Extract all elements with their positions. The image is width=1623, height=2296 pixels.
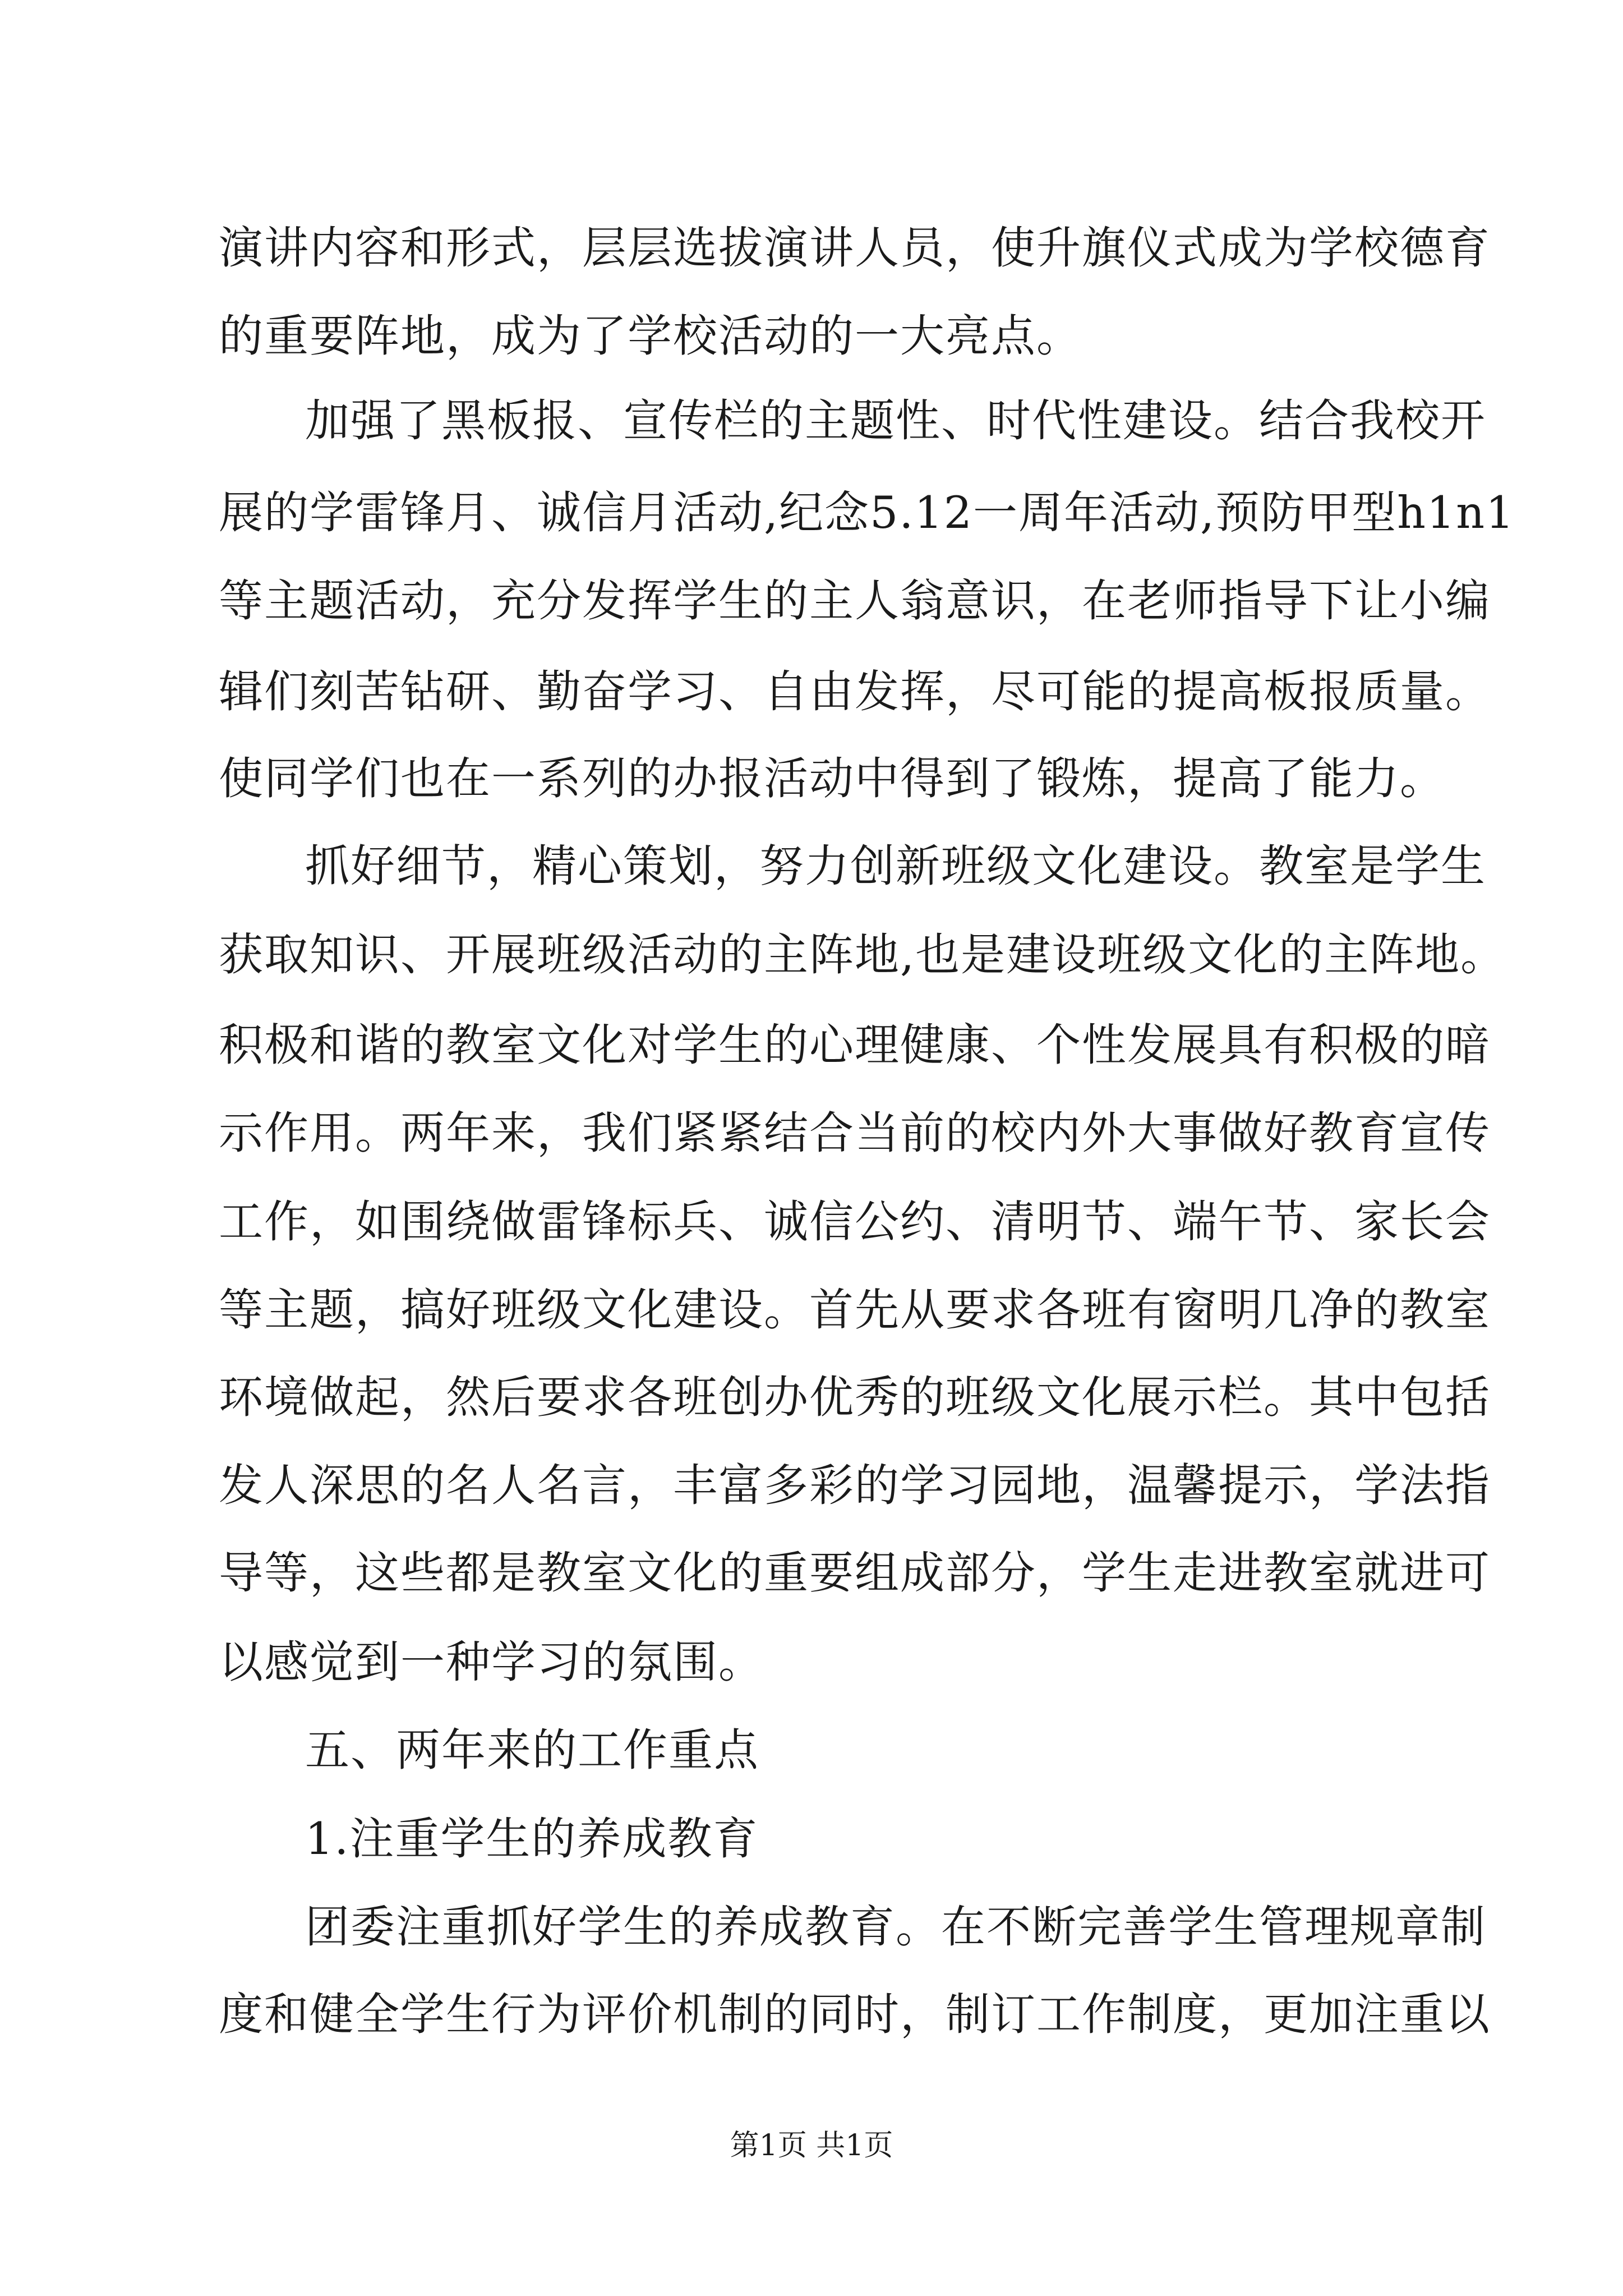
section-heading: 五、两年来的工作重点 [305, 1724, 759, 1776]
text-line-13: 等主题，搞好班级文化建设。首先从要求各班有窗明几净的教室 [219, 1284, 1491, 1336]
text-line-14: 环境做起，然后要求各班创办优秀的班级文化展示栏。其中包括 [219, 1372, 1491, 1423]
text-line-10: 积极和谐的教室文化对学生的心理健康、个性发展具有积极的暗 [219, 1019, 1491, 1071]
text-line-15: 发人深思的名人名言，丰富多彩的学习园地，温馨提示，学法指 [219, 1460, 1491, 1511]
text-line-16: 导等，这些都是教室文化的重要组成部分，学生走进教室就进可 [219, 1547, 1491, 1599]
text-line-5: 等主题活动，充分发挥学生的主人翁意识，在老师指导下让小编 [219, 575, 1491, 627]
text-line-3: 加强了黑板报、宣传栏的主题性、时代性建设。结合我校开 [305, 395, 1486, 447]
text-line-2: 的重要阵地，成为了学校活动的一大亮点。 [219, 310, 1082, 362]
text-line-1: 演讲内容和形式，层层选拔演讲人员，使升旗仪式成为学校德育 [219, 222, 1491, 274]
text-line-6: 辑们刻苦钻研、勤奋学习、自由发挥，尽可能的提高板报质量。 [219, 666, 1491, 717]
text-line-9: 获取知识、开展班级活动的主阵地,也是建设班级文化的主阵地。 [219, 929, 1506, 981]
text-line-12: 工作，如围绕做雷锋标兵、诚信公约、清明节、端午节、家长会 [219, 1196, 1491, 1248]
text-line-21: 度和健全学生行为评价机制的同时，制订工作制度，更加注重以 [219, 1989, 1491, 2040]
text-line-7: 使同学们也在一系列的办报活动中得到了锻炼，提高了能力。 [219, 753, 1445, 804]
text-line-11: 示作用。两年来，我们紧紧结合当前的校内外大事做好教育宣传 [219, 1107, 1491, 1159]
text-line-8: 抓好细节，精心策划，努力创新班级文化建设。教室是学生 [305, 840, 1486, 892]
subsection-heading: 1.注重学生的养成教育 [305, 1813, 759, 1865]
text-line-20: 团委注重抓好学生的养成教育。在不断完善学生管理规章制 [305, 1901, 1486, 1953]
text-line-4: 展的学雷锋月、诚信月活动,纪念5.12一周年活动,预防甲型h1n1 [219, 487, 1515, 539]
page-footer: 第1页 共1页 [730, 2129, 893, 2162]
text-line-17: 以感觉到一种学习的氛围。 [219, 1636, 764, 1688]
